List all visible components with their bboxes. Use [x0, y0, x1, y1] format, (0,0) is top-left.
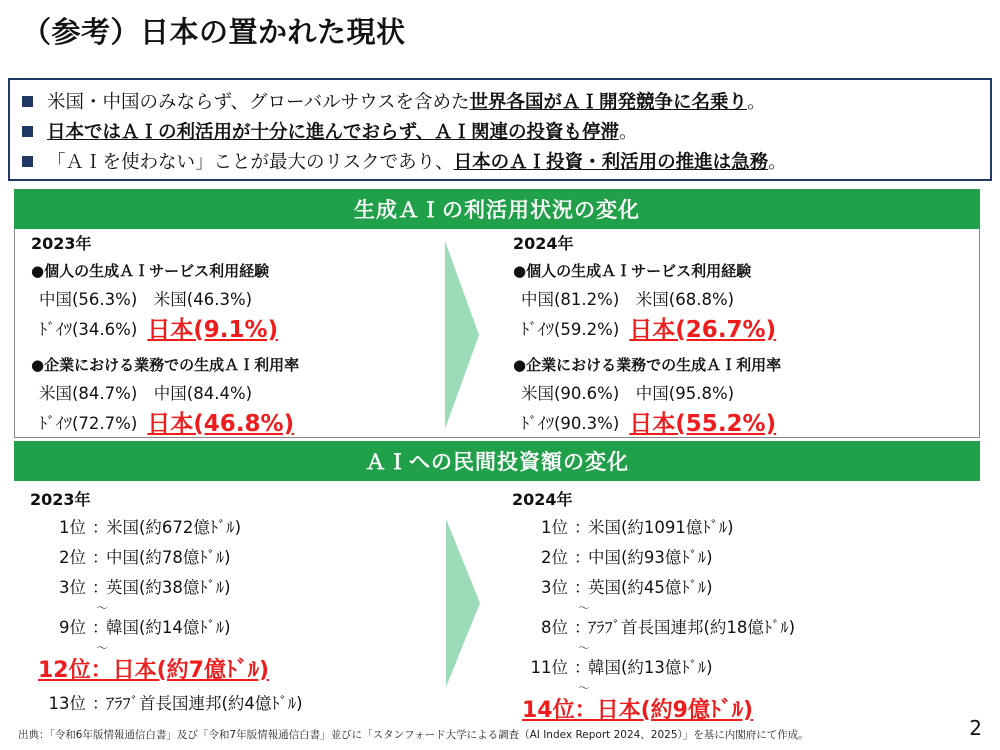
ranking-row	[30, 543, 450, 573]
summary-item	[22, 116, 978, 146]
colon: ：	[92, 694, 109, 713]
colon: ：	[574, 658, 591, 677]
rank-label: 2位	[541, 548, 568, 567]
summary-emphasis: 日本ではＡＩの利活用が十分に進んでおらず、ＡＩ関連の投資も停滞	[47, 122, 620, 143]
colon: ：	[574, 548, 591, 567]
page-number: 2	[969, 716, 982, 740]
square-bullet-icon	[22, 96, 33, 107]
japan-highlight: 日本(55.2%)	[629, 411, 777, 437]
colon: ：	[574, 618, 591, 637]
ranking-row	[512, 573, 972, 603]
ellipsis-tilde: ～	[96, 601, 109, 615]
rank-value: 英国(約45億ﾄﾞﾙ)	[588, 578, 713, 597]
colon: ：	[92, 578, 109, 597]
investment-panel	[14, 481, 980, 723]
germany-value: ﾄﾞｲﾂ(34.6%)	[39, 320, 138, 339]
summary-tail: 。	[619, 122, 638, 143]
personal-usage-line: 中国(56.3%) 米国(46.3%)	[39, 290, 253, 309]
rank-label: 9位	[59, 618, 86, 637]
rank-label: 2位	[59, 548, 86, 567]
investment-2023-column	[30, 487, 450, 719]
ranking-row	[512, 653, 972, 683]
colon: ：	[92, 548, 109, 567]
ranking-row	[30, 613, 450, 643]
usage-2024-column	[513, 231, 781, 439]
colon: ：	[92, 518, 109, 537]
ranking-row	[30, 513, 450, 543]
rank-label: 3位	[59, 578, 86, 597]
usage-panel	[14, 229, 980, 438]
germany-value: ﾄﾞｲﾂ(90.3%)	[521, 414, 620, 433]
rank-value: 韓国(約13億ﾄﾞﾙ)	[588, 658, 713, 677]
ranking-row	[512, 613, 972, 643]
investment-2024-column	[512, 487, 972, 729]
rank-value: 米国(約1091億ﾄﾞﾙ)	[588, 518, 734, 537]
year-label: 2023年	[31, 234, 92, 253]
rank-value: 中国(約78億ﾄﾞﾙ)	[106, 548, 231, 567]
corporate-usage-title: ●企業における業務での生成ＡＩ利用率	[31, 356, 300, 374]
colon: ：	[574, 578, 591, 597]
rank-value: ｱﾗﾌﾞ首長国連邦(約18億ﾄﾞﾙ)	[588, 618, 796, 637]
ranking-row	[30, 689, 450, 719]
usage-section-header: 生成ＡＩの利活用状況の変化	[14, 189, 980, 229]
colon: ：	[574, 518, 591, 537]
personal-usage-line	[513, 315, 781, 345]
rank-value: 韓国(約14億ﾄﾞﾙ)	[106, 618, 231, 637]
japan-highlight: 日本(9.1%)	[147, 317, 279, 343]
corporate-usage-line	[31, 409, 299, 439]
corporate-usage-line: 米国(84.7%) 中国(84.4%)	[39, 384, 253, 403]
investment-section-header: ＡＩへの民間投資額の変化	[14, 441, 980, 481]
ellipsis-tilde: ～	[578, 601, 591, 615]
japan-rank-highlight: 12位：日本(約7億ﾄﾞﾙ)	[38, 658, 270, 683]
personal-usage-line	[31, 315, 299, 345]
right-arrow-icon	[445, 241, 479, 429]
japan-highlight: 日本(46.8%)	[147, 411, 295, 437]
japan-rank-highlight: 14位：日本(約9億ﾄﾞﾙ)	[522, 698, 754, 723]
personal-usage-title: ●個人の生成ＡＩサービス利用経験	[513, 262, 752, 280]
summary-emphasis: 世界各国がＡＩ開発競争に名乗り	[469, 92, 748, 113]
usage-2023-column	[31, 231, 299, 439]
source-footnote: 出典：「令和6年版情報通信白書」及び「令和7年版情報通信白書」並びに「スタンフォード大学による調査（AI Index Report 2024、2025）」を基に内閣府にて作成。	[18, 729, 809, 741]
ellipsis-tilde: ～	[578, 641, 591, 655]
summary-text: 「ＡＩを使わない」ことが最大のリスクであり、	[47, 152, 454, 173]
square-bullet-icon	[22, 126, 33, 137]
year-label: 2024年	[512, 490, 573, 509]
rank-label: 13位	[48, 694, 86, 713]
colon: ：	[92, 618, 109, 637]
summary-tail: 。	[747, 92, 766, 113]
rank-value: 米国(約672億ﾄﾞﾙ)	[106, 518, 242, 537]
corporate-usage-line	[513, 409, 781, 439]
summary-item	[22, 146, 978, 176]
rank-value: 中国(約93億ﾄﾞﾙ)	[588, 548, 713, 567]
summary-tail: 。	[768, 152, 787, 173]
ellipsis-tilde: ～	[578, 681, 591, 695]
rank-label: 8位	[541, 618, 568, 637]
ranking-row	[512, 543, 972, 573]
ellipsis-tilde: ～	[96, 641, 109, 655]
ranking-row	[30, 573, 450, 603]
rank-label: 3位	[541, 578, 568, 597]
year-label: 2023年	[30, 490, 91, 509]
rank-value: 英国(約38億ﾄﾞﾙ)	[106, 578, 231, 597]
rank-value: ｱﾗﾌﾞ首長国連邦(約4億ﾄﾞﾙ)	[106, 694, 303, 713]
corporate-usage-title: ●企業における業務での生成ＡＩ利用率	[513, 356, 782, 374]
japan-highlight: 日本(26.7%)	[629, 317, 777, 343]
rank-label: 11位	[530, 658, 568, 677]
summary-text: 米国・中国のみならず、グローバルサウスを含めた	[47, 92, 470, 113]
personal-usage-line: 中国(81.2%) 米国(68.8%)	[521, 290, 735, 309]
summary-item	[22, 86, 978, 116]
germany-value: ﾄﾞｲﾂ(72.7%)	[39, 414, 138, 433]
summary-box	[8, 78, 992, 181]
page-title: （参考）日本の置かれた現状	[22, 15, 406, 49]
rank-label: 1位	[541, 518, 568, 537]
corporate-usage-line: 米国(90.6%) 中国(95.8%)	[521, 384, 735, 403]
summary-emphasis: 日本のＡＩ投資・利活用の推進は急務	[453, 152, 769, 173]
rank-label: 1位	[59, 518, 86, 537]
germany-value: ﾄﾞｲﾂ(59.2%)	[521, 320, 620, 339]
year-label: 2024年	[513, 234, 574, 253]
right-arrow-icon	[446, 519, 480, 687]
square-bullet-icon	[22, 156, 33, 167]
ranking-row	[512, 513, 972, 543]
personal-usage-title: ●個人の生成ＡＩサービス利用経験	[31, 262, 270, 280]
